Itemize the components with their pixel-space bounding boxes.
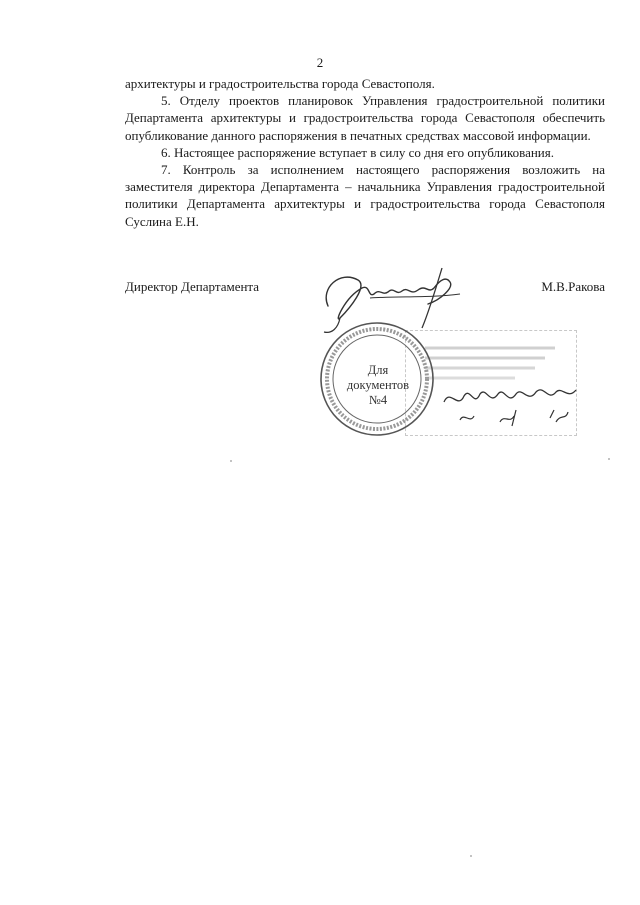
- document-body: [125, 75, 605, 230]
- paragraph-item-5: 5. Отделу проектов планировок Управления градостроительной политики Департамента архитектуры и градостроительства города Севастополя обеспечить опубликование данного распоряжения в печатных средствах массовой информации.: [125, 93, 605, 143]
- seal-text: [336, 363, 420, 408]
- signatory-title: Директор Департамента: [125, 279, 260, 294]
- paragraph-continuation: архитектуры и градостроительства города Севастополя.: [125, 76, 435, 91]
- scan-speck: [608, 458, 610, 460]
- seal-line-2: документов: [346, 378, 410, 392]
- signatory-name: М.В.Ракова: [541, 279, 605, 294]
- seal-line-3: №4: [368, 393, 388, 407]
- scan-speck: [230, 460, 232, 462]
- paragraph-item-7: 7. Контроль за исполнением настоящего распоряжения возложить на заместителя директора Департамента – начальника Управления градостроительной политики Департамента архитектуры и градостроительства города Севастополя Суслина Е.Н.: [125, 162, 605, 229]
- scan-speck: [470, 855, 472, 857]
- paragraph-item-6: 6. Настоящее распоряжение вступает в силу со дня его опубликования.: [161, 144, 554, 160]
- handwritten-annotation: [440, 380, 590, 430]
- seal-line-1: Для: [367, 363, 389, 377]
- page-number: 2: [316, 55, 324, 70]
